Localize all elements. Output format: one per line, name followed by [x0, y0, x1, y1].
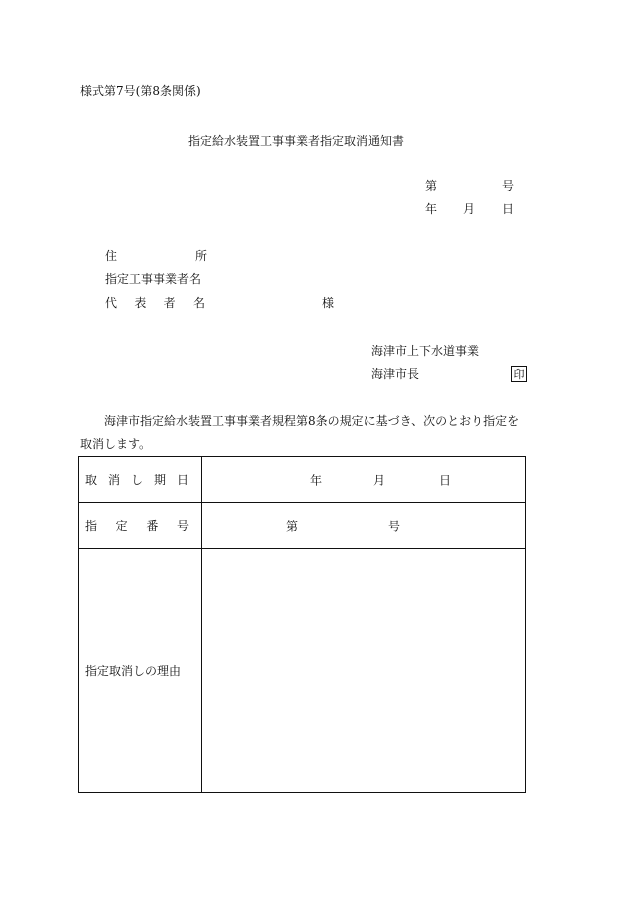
- representative-label-char: 者: [163, 296, 176, 310]
- label-char: 番: [146, 519, 159, 533]
- honorific: 様: [322, 296, 335, 310]
- company-name-label: 指定工事事業者名: [105, 272, 202, 286]
- doc-date-day: 日: [502, 202, 515, 216]
- document-title: 指定給水装置工事事業者指定取消通知書: [188, 134, 405, 148]
- cancellation-date-label: [79, 457, 202, 503]
- label-char: 消: [107, 473, 120, 487]
- address-label-char: 住: [105, 249, 118, 263]
- number-prefix-mark: 第: [286, 519, 299, 533]
- date-day-mark: 日: [439, 473, 452, 487]
- label-char: 期: [153, 473, 166, 487]
- doc-number-prefix: 第: [425, 179, 438, 193]
- designation-number-label: [79, 503, 202, 549]
- table-row: [79, 503, 526, 549]
- table-row: [79, 457, 526, 503]
- cancellation-date-value: [202, 457, 526, 503]
- form-number: 様式第7号(第8条関係): [80, 84, 201, 98]
- label-char: 定: [115, 519, 128, 533]
- doc-date-month: 月: [463, 202, 476, 216]
- date-year-mark: 年: [310, 473, 323, 487]
- designation-number-value: [202, 503, 526, 549]
- representative-label-char: 名: [192, 296, 205, 310]
- label-char: 日: [176, 473, 189, 487]
- label-char: 取: [85, 473, 98, 487]
- issuer-organization: 海津市上下水道事業: [371, 344, 480, 358]
- doc-date-year: 年: [425, 202, 438, 216]
- table-row: [79, 549, 526, 793]
- address-label: [105, 250, 207, 262]
- label-char: 号: [176, 519, 189, 533]
- number-suffix-mark: 号: [388, 519, 401, 533]
- representative-label: [105, 297, 205, 309]
- label-char: し: [130, 473, 143, 487]
- cancellation-info-table: [78, 456, 526, 793]
- doc-number-suffix: 号: [502, 179, 515, 193]
- representative-label-char: 表: [134, 296, 147, 310]
- address-label-char: 所: [194, 249, 207, 263]
- cancellation-reason-value: [202, 549, 526, 793]
- seal-mark: 印: [511, 366, 527, 382]
- representative-label-char: 代: [105, 296, 118, 310]
- cancellation-reason-label: 指定取消しの理由: [79, 549, 202, 793]
- date-month-mark: 月: [373, 473, 386, 487]
- label-char: 指: [85, 519, 98, 533]
- notice-body-text: 海津市指定給水装置工事事業者規程第8条の規定に基づき、次のとおり指定を取消します。: [80, 414, 520, 451]
- issuer-mayor: 海津市長: [371, 367, 420, 381]
